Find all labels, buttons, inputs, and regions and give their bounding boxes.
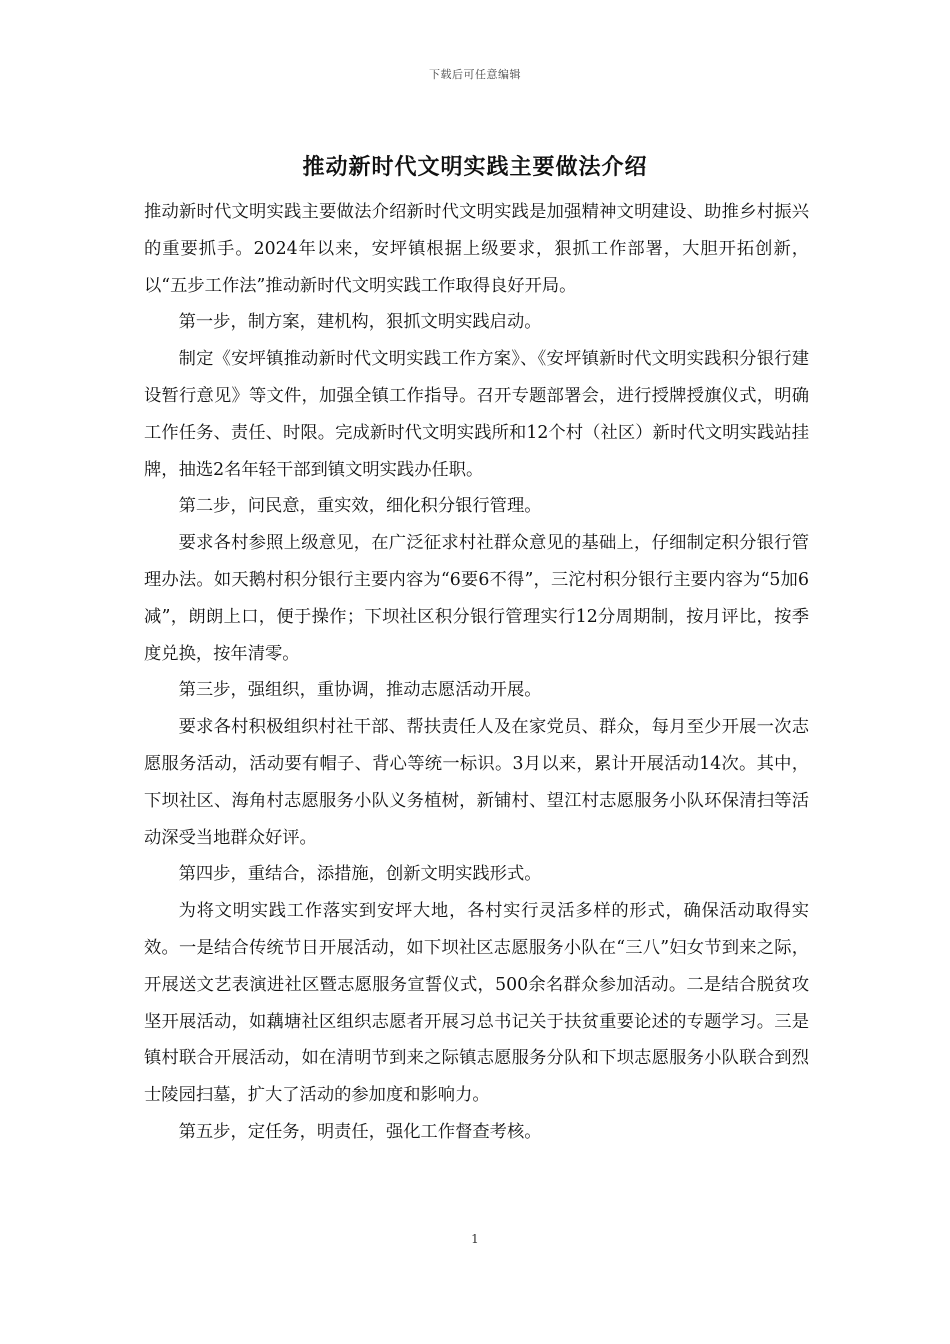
step-one-heading: 第一步，制方案，建机构，狠抓文明实践启动。 bbox=[178, 312, 542, 333]
document-title: 推动新时代文明实践主要做法介绍 bbox=[302, 154, 648, 180]
page-header-note: 下载后可任意编辑 bbox=[429, 68, 521, 81]
step-three-heading: 第三步，强组织，重协调，推动志愿活动开展。 bbox=[178, 680, 542, 701]
step-four-paragraph: 为将文明实践工作落实到安坪大地，各村实行灵活多样的形式，确保活动取得实效。一是结合传统节日开展活动，如下坝社区志愿服务小队在“三八”妇女节到来之际，开展送文艺表演进社区暨志愿服务宣誓仪式，500余名群众参加活动。二是结合脱贫攻坚开展活动，如藕塘社区组织志愿者开展习总书记关于扶贫重要论述的专题学习。三是镇村联合开展活动，如在清明节到来之际镇志愿服务分队和下坝志愿服务小队联合到烈士陵园扫墓，扩大了活动的参加度和影响力。 bbox=[144, 901, 809, 1106]
step-two-paragraph: 要求各村参照上级意见，在广泛征求村社群众意见的基础上，仔细制定积分银行管理办法。如天鹅村积分银行主要内容为“6要6不得”，三沱村积分银行主要内容为“5加6减”，朗朗上口，便于操作；下坝社区积分银行管理实行12分周期制，按月评比，按季度兑换，按年清零。 bbox=[144, 533, 809, 664]
intro-paragraph: 推动新时代文明实践主要做法介绍新时代文明实践是加强精神文明建设、助推乡村振兴的重要抓手。2024年以来，安坪镇根据上级要求，狠抓工作部署，大胆开拓创新，以“五步工作法”推动新时代文明实践工作取得良好开局。 bbox=[144, 202, 809, 296]
step-two-heading: 第二步，问民意，重实效，细化积分银行管理。 bbox=[178, 496, 542, 517]
document-body bbox=[144, 194, 809, 1151]
step-five-heading: 第五步，定任务，明责任，强化工作督查考核。 bbox=[178, 1121, 542, 1142]
step-four-heading: 第四步，重结合，添措施，创新文明实践形式。 bbox=[178, 864, 542, 885]
page-number: 1 bbox=[471, 1232, 479, 1246]
step-three-paragraph: 要求各村积极组织村社干部、帮扶责任人及在家党员、群众，每月至少开展一次志愿服务活动，活动要有帽子、背心等统一标识。3月以来，累计开展活动14次。其中，下坝社区、海角村志愿服务小队义务植树，新铺村、望江村志愿服务小队环保清扫等活动深受当地群众好评。 bbox=[144, 717, 809, 848]
step-one-paragraph: 制定《安坪镇推动新时代文明实践工作方案》、《安坪镇新时代文明实践积分银行建设暂行意见》等文件，加强全镇工作指导。召开专题部署会，进行授牌授旗仪式，明确工作任务、责任、时限。完成新时代文明实践所和12个村（社区）新时代文明实践站挂牌，抽选2名年轻干部到镇文明实践办任职。 bbox=[144, 349, 809, 480]
